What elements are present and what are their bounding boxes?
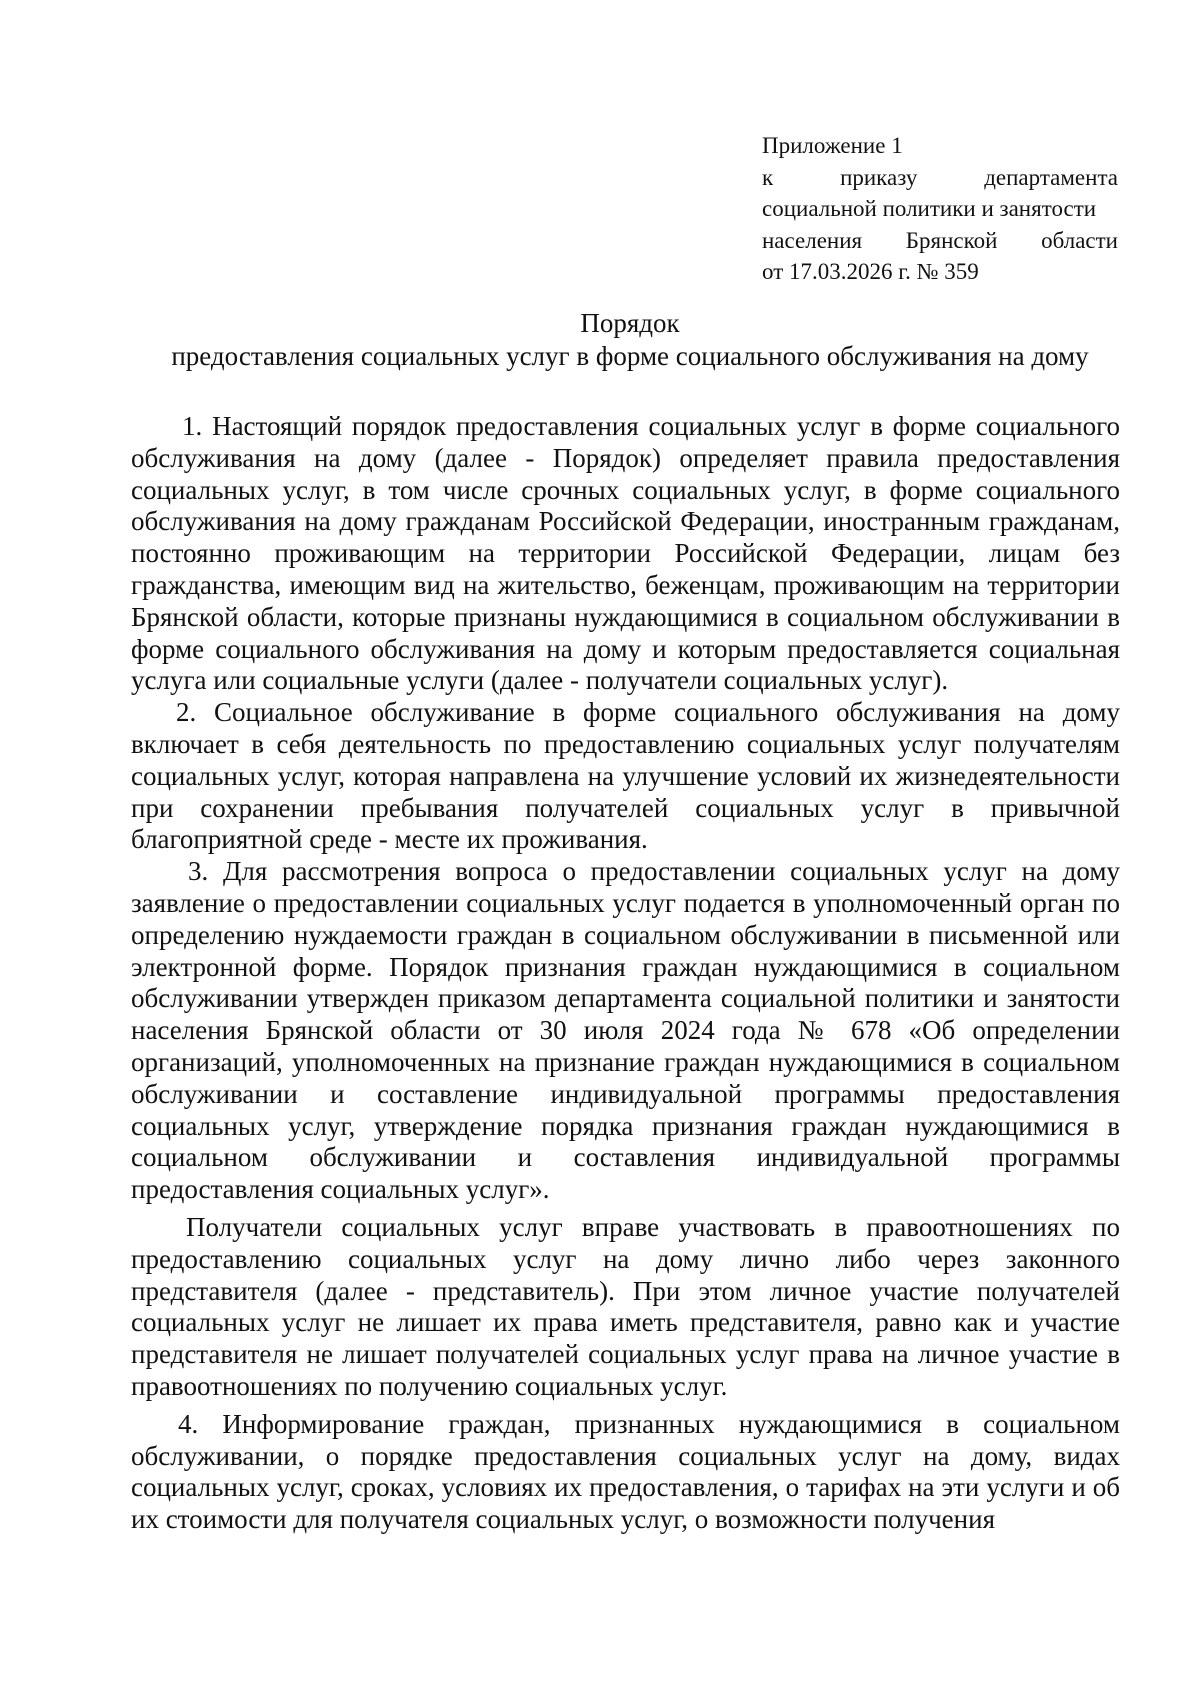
paragraph-1: 1. Настоящий порядок предоставления социальных услуг в форме социального обслуживания на дому (далее - Порядок) определяет правила предоставления социальных услуг, в том числе срочных социальных услуг, в форме социального обслуживания на дому гражданам Российской Федерации, иностранным гражданам, постоянно проживающим на территории Российской Федерации, лицам без гражданства, имеющим вид на жительство, беженцам, проживающим на территории Брянской области, которые признаны нуждающимися в социальном обслуживании в форме социального обслуживания на дому и которым предоставляется социальная услуга или социальные услуги (далее - получатели социальных услуг).: [131, 411, 1120, 696]
appendix-line-5: от 17.03.2026 г. № 359: [762, 259, 979, 284]
paragraph-4: 4. Информирование граждан, признанных нуждающимися в социальном обслуживании, о порядке предоставления социальных услуг на дому, видах социальных услуг, сроках, условиях их предоставления, о тарифах на эти услуги и об их стоимости для получателя социальных услуг, о возможности получения: [131, 1408, 1120, 1535]
paragraph-3: 3. Для рассмотрения вопроса о предоставлении социальных услуг на дому заявление о предоставлении социальных услуг подается в уполномоченный орган по определению нуждаемости граждан в социальном обслуживании в письменной или электронной форме. Порядок признания граждан нуждающимися в социальном обслуживании утвержден приказом департамента социальной политики и занятости населения Брянской области от 30 июля 2024 года № 678 «Об определении организаций, уполномоченных на признание граждан нуждающимися в социальном обслуживании и составление индивидуальной программы предоставления социальных услуг, утверждение порядка признания граждан нуждающимися в социальном обслуживании и составления индивидуальной программы предоставления социальных услуг».: [131, 856, 1120, 1205]
document-body: [131, 411, 1120, 1536]
appendix-line-4: населения Брянской области: [762, 227, 1118, 253]
appendix-block: [762, 130, 1118, 288]
appendix-line-2: к приказу департамента: [762, 164, 1118, 190]
document-subtitle: предоставления социальных услуг в форме социального обслуживания на дому: [171, 341, 1089, 371]
paragraph-3-continuation: Получатели социальных услуг вправе участвовать в правоотношениях по предоставлению социальных услуг на дому лично либо через законного представителя (далее - представитель). При этом личное участие получателей социальных услуг не лишает их права иметь представителя, равно как и участие представителя не лишает получателей социальных услуг права на личное участие в правоотношениях по получению социальных услуг.: [131, 1211, 1120, 1401]
appendix-line-1: Приложение 1: [762, 133, 903, 158]
document-title: Порядок: [580, 308, 680, 338]
appendix-line-3: социальной политики и занятости: [762, 196, 1097, 221]
paragraph-2: 2. Социальное обслуживание в форме социального обслуживания на дому включает в себя деятельность по предоставлению социальных услуг получателям социальных услуг, которая направлена на улучшение условий их жизнедеятельности при сохранении пребывания получателей социальных услуг в привычной благоприятной среде - месте их проживания.: [131, 697, 1120, 855]
